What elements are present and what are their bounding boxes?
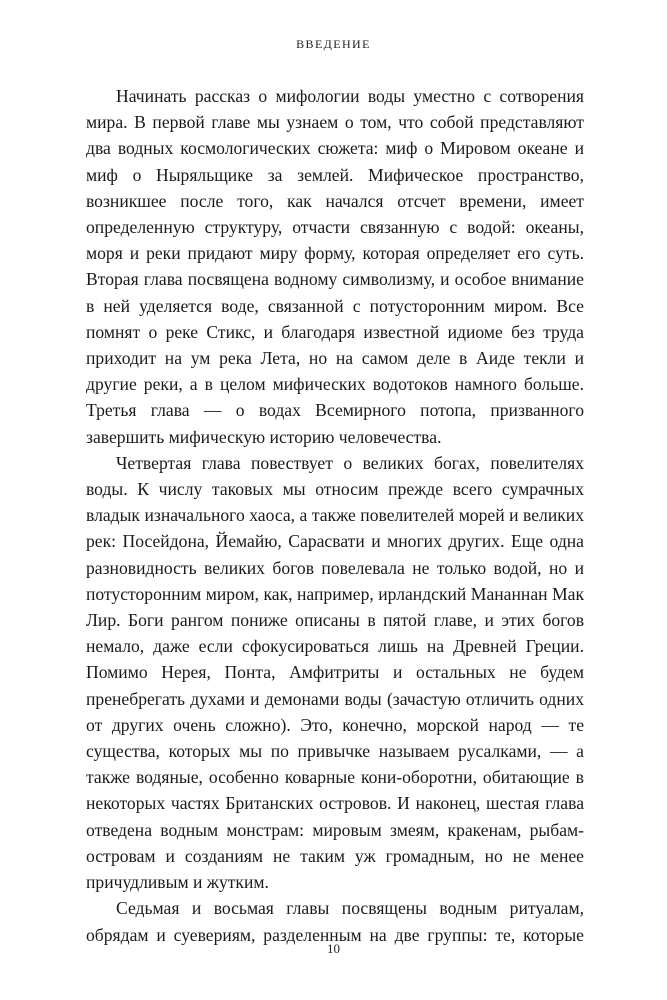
running-head: ВВЕДЕНИЕ	[296, 37, 371, 51]
body-text	[86, 83, 584, 948]
paragraph-1: Начинать рассказ о мифологии воды уместно с сотворения мира. В первой главе мы узнаем о том, что собой представляют два водных космологических сюжета: миф о Мировом океане и миф о Ныряльщике за землей. Мифическое пространство, возникшее после того, как начался отсчет времени, имеет определенную структуру, отчасти связанную с водой: океаны, моря и реки придают миру форму, которая определяет его суть. Вторая глава посвящена водному символизму, и особое внимание в ней уделяется воде, связанной с потусторонним миром. Все помнят о реке Стикс, и благодаря известной идиоме без труда приходит на ум река Лета, но на самом деле в Аиде текли и другие реки, а в целом мифических водотоков намного больше. Третья глава — о водах Всемирного потопа, призванного завершить мифическую историю человечества.	[86, 86, 584, 447]
page-number: 10	[327, 941, 340, 956]
paragraph-2: Четвертая глава повествует о великих богах, повелителях воды. К числу таковых мы относим прежде всего сумрачных владык изначального хаоса, а также повелителей морей и великих рек: Посейдона, Йемайю, Сарасвати и многих других. Еще одна разновидность великих богов повелевала не только водой, но и потусторонним миром, как, например, ирландский Мананнан Мак Лир. Боги рангом пониже описаны в пятой главе, и этих богов немало, даже если сфокусироваться лишь на Древней Греции. Помимо Нерея, Понта, Амфитриты и остальных не будем пренебрегать духами и демонами воды (зачастую отличить одних от других очень сложно). Это, конечно, морской народ — те существа, которых мы по привычке называем русалками, — а также водяные, особенно коварные кони-оборотни, обитающие в некоторых частях Британских островов. И наконец, шестая глава отведена водным монстрам: мировым змеям, кракенам, рыбам-островам и созданиям не таким уж громадным, но не менее причудливым и жутким.	[86, 452, 584, 893]
paragraph-3: Седьмая и восьмая главы посвящены водным ритуалам, обрядам и суевериям, разделенным на две группы: те, которые	[86, 898, 584, 945]
